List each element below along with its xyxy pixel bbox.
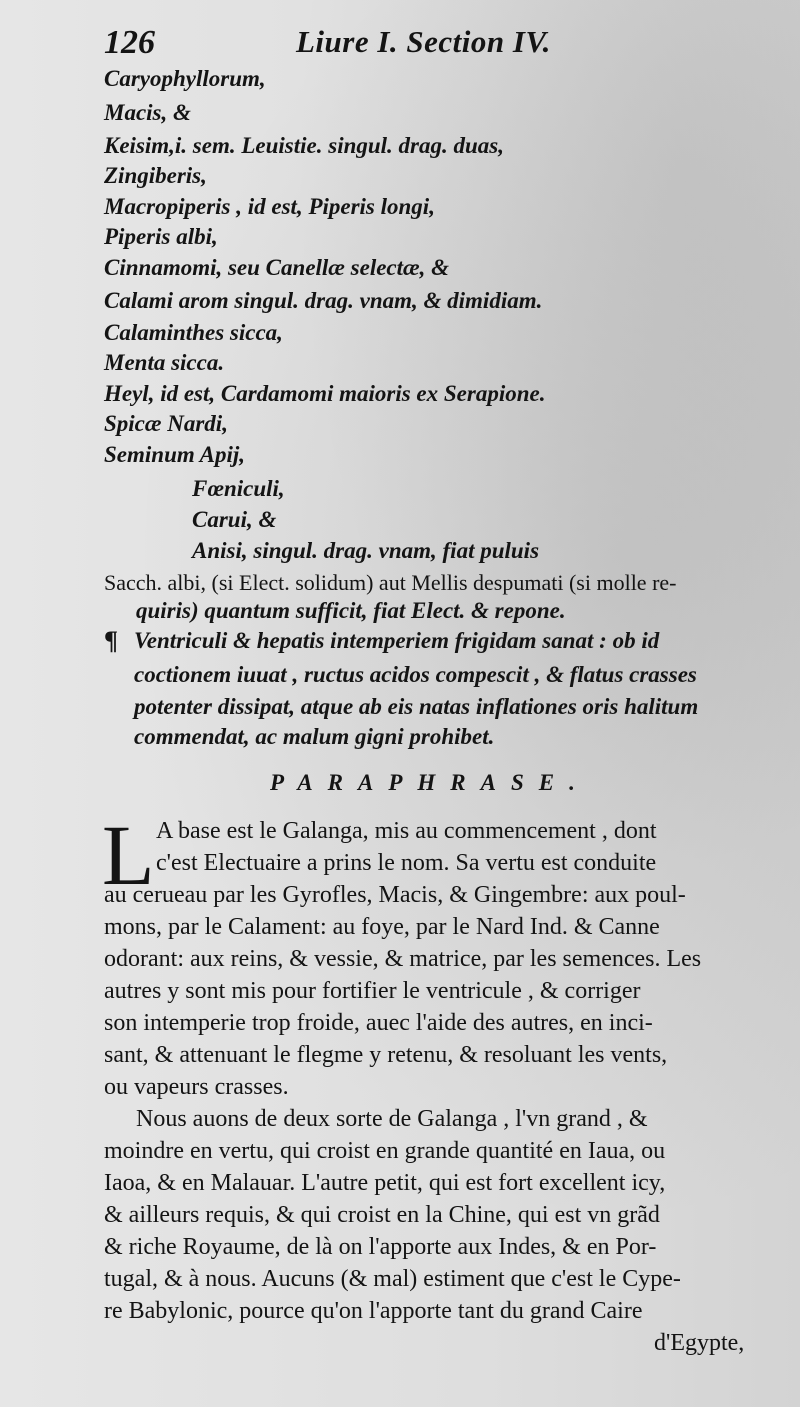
note-line: coctionem iuuat , ructus acidos compescit , & flatus crasses — [134, 662, 697, 687]
body-line: A base est le Galanga, mis au commencement , dont — [156, 818, 657, 844]
body-line: au cerueau par les Gyrofles, Macis, & Gingembre: aux poul- — [104, 882, 686, 908]
body-line: odorant: aux reins, & vessie, & matrice, par les semences. Les — [104, 946, 702, 972]
recipe-line: Cinnamomi, seu Canellæ selectæ, & — [104, 255, 450, 280]
body-line: re Babylonic, pource qu'on l'apporte tant du grand Caire — [104, 1298, 643, 1324]
pilcrow-mark: ¶ — [104, 626, 119, 655]
recipe-line: quiris) quantum sufficit, fiat Elect. & repone. — [136, 598, 566, 623]
recipe-line: Macropiperis , id est, Piperis longi, — [104, 194, 435, 219]
body-line: & ailleurs requis, & qui croist en la Chine, qui est vn grãd — [104, 1202, 660, 1228]
body-line: son intemperie trop froide, auec l'aide des autres, en inci- — [104, 1010, 653, 1036]
recipe-line: Seminum Apij, — [104, 442, 246, 467]
recipe-line: Heyl, id est, Cardamomi maioris ex Serapione. — [104, 381, 546, 406]
body-line: ou vapeurs crasses. — [104, 1074, 289, 1100]
recipe-line: Fœniculi, — [192, 476, 285, 501]
body-line: tugal, & à nous. Aucuns (& mal) estiment que c'est le Cype- — [104, 1266, 681, 1292]
body-line: moindre en vertu, qui croist en grande quantité en Iaua, ou — [104, 1138, 666, 1164]
recipe-line: Zingiberis, — [104, 163, 207, 188]
body-line: mons, par le Calament: au foye, par le Nard Ind. & Canne — [104, 914, 660, 940]
recipe-line: Sacch. albi, (si Elect. solidum) aut Mellis despumati (si molle re- — [104, 570, 677, 595]
body-line: autres y sont mis pour fortifier le ventricule , & corriger — [104, 978, 641, 1004]
recipe-line: Calami arom singul. drag. vnam, & dimidiam. — [104, 288, 543, 313]
drop-cap: L — [102, 807, 155, 903]
body-line: Nous auons de deux sorte de Galanga , l'vn grand , & — [136, 1106, 648, 1132]
recipe-line: Menta sicca. — [104, 350, 225, 375]
section-heading: PARAPHRASE. — [270, 770, 590, 795]
page-number: 126 — [104, 24, 155, 61]
note-line: commendat, ac malum gigni prohibet. — [134, 724, 495, 749]
recipe-line: Spicæ Nardi, — [104, 411, 228, 436]
recipe-line: Anisi, singul. drag. vnam, fiat puluis — [192, 538, 540, 563]
note-line: potenter dissipat, atque ab eis natas inflationes oris halitum — [134, 694, 699, 719]
page-header — [104, 20, 574, 66]
body-line: c'est Electuaire a prins le nom. Sa vertu est conduite — [156, 850, 657, 876]
recipe-line: Carui, & — [192, 507, 277, 532]
running-head: Liure I. Section IV. — [296, 24, 551, 59]
body-line: Iaoa, & en Malauar. L'autre petit, qui est fort excellent icy, — [104, 1170, 666, 1196]
catchword: d'Egypte, — [654, 1330, 745, 1356]
body-line: sant, & attenuant le flegme y retenu, & resoluant les vents, — [104, 1042, 668, 1068]
recipe-line: Caryophyllorum, — [104, 66, 266, 91]
recipe-line: Calaminthes sicca, — [104, 320, 283, 345]
recipe-line: Macis, & — [104, 100, 191, 125]
recipe-line: Keisim,i. sem. Leuistie. singul. drag. duas, — [104, 133, 504, 158]
note-line: Ventriculi & hepatis intemperiem frigidam sanat : ob id — [134, 628, 660, 653]
body-line: & riche Royaume, de là on l'apporte aux Indes, & en Por- — [104, 1234, 657, 1260]
recipe-line: Piperis albi, — [104, 224, 218, 249]
